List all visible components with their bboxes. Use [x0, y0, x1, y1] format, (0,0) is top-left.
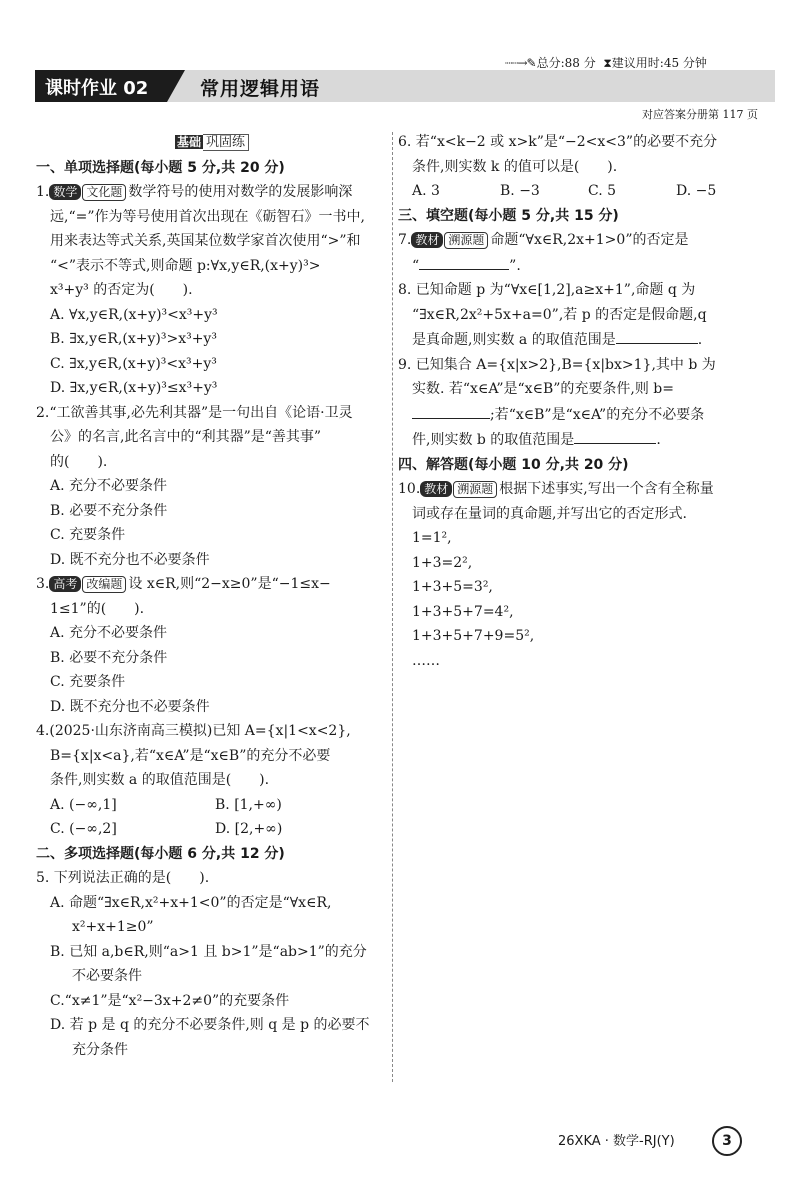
sequence-item: 1=1²,: [412, 530, 452, 546]
option-a: A. 充分不必要条件: [50, 625, 168, 641]
total-score: 总分:88 分: [536, 56, 596, 70]
hourglass-icon: ⧗: [603, 56, 612, 70]
section-label: 课时作业 02: [45, 78, 149, 99]
option-d-cont: 充分条件: [72, 1041, 128, 1058]
question-text: x³+y³ 的否定为( ).: [50, 282, 193, 298]
question-text: 是真命题,则实数 a 的取值范围是: [412, 332, 616, 348]
option-a: A. 充分不必要条件: [50, 478, 168, 494]
answer-blank[interactable]: [419, 253, 509, 270]
option-d: D. 既不充分也不必要条件: [50, 698, 210, 715]
section-heading-1: 一、单项选择题(每小题 5 分,共 20 分): [36, 159, 285, 176]
page-number: 3: [712, 1126, 742, 1156]
option-b-cont: 不必要条件: [72, 968, 142, 984]
option-c: C. 充要条件: [50, 527, 126, 543]
pencil-icon: ✎: [526, 56, 537, 70]
question-tag: 数学: [49, 184, 81, 200]
dash-decoration: ┈┈→: [505, 56, 527, 70]
question-text: ;若“x∈B”是“x∈A”的充分不必要条: [490, 406, 705, 423]
question-text: “<”表示不等式,则命题 p:∀x,y∈R,(x+y)³>: [50, 257, 321, 274]
question-number: 3.: [36, 576, 50, 592]
basic-tag: 基础: [176, 135, 201, 149]
question-text: 4.(2025·山东济南高三模拟)已知 A={x|1<x<2},: [36, 723, 351, 739]
question-text: 8. 已知命题 p 为“∀x∈[1,2],a≥x+1”,命题 q 为: [398, 282, 696, 298]
question-text: 2.“工欲善其事,必先利其器”是一句出自《论语·卫灵: [36, 404, 353, 421]
question-2: [36, 401, 388, 573]
answer-reference: 对应答案分册第 117 页: [642, 108, 758, 121]
question-number: 10.: [398, 481, 421, 497]
question-text: 公》的名言,此名言中的“利其器”是“善其事”: [50, 429, 322, 445]
sequence-item: 1+3=2²,: [412, 554, 473, 571]
question-text: 1≤1”的( ).: [50, 600, 145, 617]
question-6: [398, 130, 768, 204]
question-3: [36, 572, 388, 719]
answer-blank[interactable]: [412, 402, 490, 419]
question-9: [398, 353, 768, 453]
score-time-info: [505, 54, 707, 71]
question-text: B={x|x<a},若“x∈A”是“x∈B”的充分不必要: [50, 747, 331, 764]
quote-open: “: [412, 257, 420, 274]
question-1: [36, 180, 388, 401]
quote-close: ”.: [509, 257, 521, 274]
left-column: [36, 130, 388, 1062]
consolidation-heading: [36, 130, 388, 156]
question-text: 词或存在量词的真命题,并写出它的否定形式.: [412, 505, 687, 522]
question-type: 溯源题: [444, 232, 488, 249]
option-c: C.“x≠1”是“x²−3x+2≠0”的充要条件: [50, 992, 290, 1009]
question-text: 用来表达等式关系,英国某位数学家首次使用“>”和: [50, 233, 361, 249]
option-d: D. 既不充分也不必要条件: [50, 551, 210, 568]
right-column: [398, 130, 768, 673]
question-tag: 教材: [411, 232, 443, 248]
option-a-cont: x²+x+1≥0”: [72, 919, 154, 935]
answer-blank[interactable]: [616, 327, 698, 344]
question-text: 条件,则实数 k 的值可以是( ).: [412, 158, 618, 175]
question-text: 条件,则实数 a 的取值范围是( ).: [50, 772, 270, 788]
option-d: D. [2,+∞): [215, 821, 283, 837]
option-c: C. 5: [588, 183, 617, 199]
question-text: 9. 已知集合 A={x|x>2},B={x|bx>1},其中 b 为: [398, 356, 716, 373]
column-divider: [392, 132, 393, 1082]
question-text: 根据下述事实,写出一个含有全称量: [499, 481, 714, 497]
option-b: B. 必要不充分条件: [50, 649, 168, 666]
sequence-item: ……: [412, 652, 440, 669]
question-number: 1.: [36, 184, 50, 200]
question-type: 文化题: [82, 184, 126, 201]
option-a: A. (−∞,1]: [50, 796, 117, 813]
suggested-time: 建议用时:45 分钟: [611, 56, 707, 70]
question-text: .: [697, 332, 703, 348]
sequence-item: 1+3+5=3²,: [412, 579, 493, 595]
page-title: 常用逻辑用语: [200, 78, 321, 100]
option-d: D. ∃x,y∈R,(x+y)³≤x³+y³: [50, 380, 218, 396]
option-c: C. (−∞,2]: [50, 821, 117, 837]
option-a: A. ∀x,y∈R,(x+y)³<x³+y³: [50, 306, 218, 323]
section-heading-3: 三、填空题(每小题 5 分,共 15 分): [398, 207, 619, 224]
section-heading-4: 四、解答题(每小题 10 分,共 20 分): [398, 456, 629, 473]
question-text: 件,则实数 b 的取值范围是: [412, 432, 575, 448]
option-c: C. 充要条件: [50, 674, 126, 690]
option-d: D. 若 p 是 q 的充分不必要条件,则 q 是 p 的必要不: [50, 1017, 370, 1033]
lesson-banner: [35, 70, 775, 102]
question-text: 实数. 若“x∈A”是“x∈B”的充要条件,则 b=: [412, 381, 674, 397]
question-text: .: [656, 432, 661, 448]
option-b: B. −3: [500, 183, 540, 199]
question-text: 5. 下列说法正确的是( ).: [36, 870, 210, 886]
section-heading-2: 二、多项选择题(每小题 6 分,共 12 分): [36, 845, 285, 862]
option-d: D. −5: [676, 183, 717, 199]
option-b: B. 已知 a,b∈R,则“a>1 且 b>1”是“ab>1”的充分: [50, 943, 367, 960]
sequence-item: 1+3+5+7=4²,: [412, 603, 514, 620]
book-code: 26XKA · 数学-RJ(Y): [558, 1134, 675, 1149]
question-8: [398, 278, 768, 353]
question-tag: 教材: [420, 481, 452, 497]
question-text: 6. 若“x<k−2 或 x>k”是“−2<x<3”的必要不充分: [398, 134, 718, 150]
option-a: A. 3: [412, 183, 440, 199]
answer-blank[interactable]: [574, 427, 656, 444]
question-tag: 高考: [49, 576, 81, 592]
question-10: [398, 477, 768, 673]
question-text: “∃x∈R,2x²+5x+a=0”,若 p 的否定是假命题,q: [412, 306, 707, 323]
option-b: B. ∃x,y∈R,(x+y)³>x³+y³: [50, 331, 217, 347]
question-type: 改编题: [82, 576, 126, 593]
option-a: A. 命题“∃x∈R,x²+x+1<0”的否定是“∀x∈R,: [50, 894, 332, 911]
option-b: B. [1,+∞): [215, 796, 282, 813]
consolidation-label: 巩固练: [203, 134, 249, 151]
question-number: 7.: [398, 232, 412, 248]
question-text: 数学符号的使用对数学的发展影响深: [128, 184, 353, 200]
option-c: C. ∃x,y∈R,(x+y)³<x³+y³: [50, 355, 217, 372]
question-text: 远,“=”作为等号使用首次出现在《砺智石》一书中,: [50, 208, 365, 225]
question-text: 设 x∈R,则“2−x≥0”是“−1≤x−: [128, 576, 331, 592]
question-type: 溯源题: [453, 481, 497, 498]
option-b: B. 必要不充分条件: [50, 502, 168, 519]
question-text: 命题“∀x∈R,2x+1>0”的否定是: [490, 232, 689, 248]
question-4: [36, 719, 388, 842]
question-text: 的( ).: [50, 453, 108, 470]
question-5: [36, 866, 388, 1062]
sequence-item: 1+3+5+7+9=5²,: [412, 628, 535, 644]
question-7: [398, 228, 768, 278]
